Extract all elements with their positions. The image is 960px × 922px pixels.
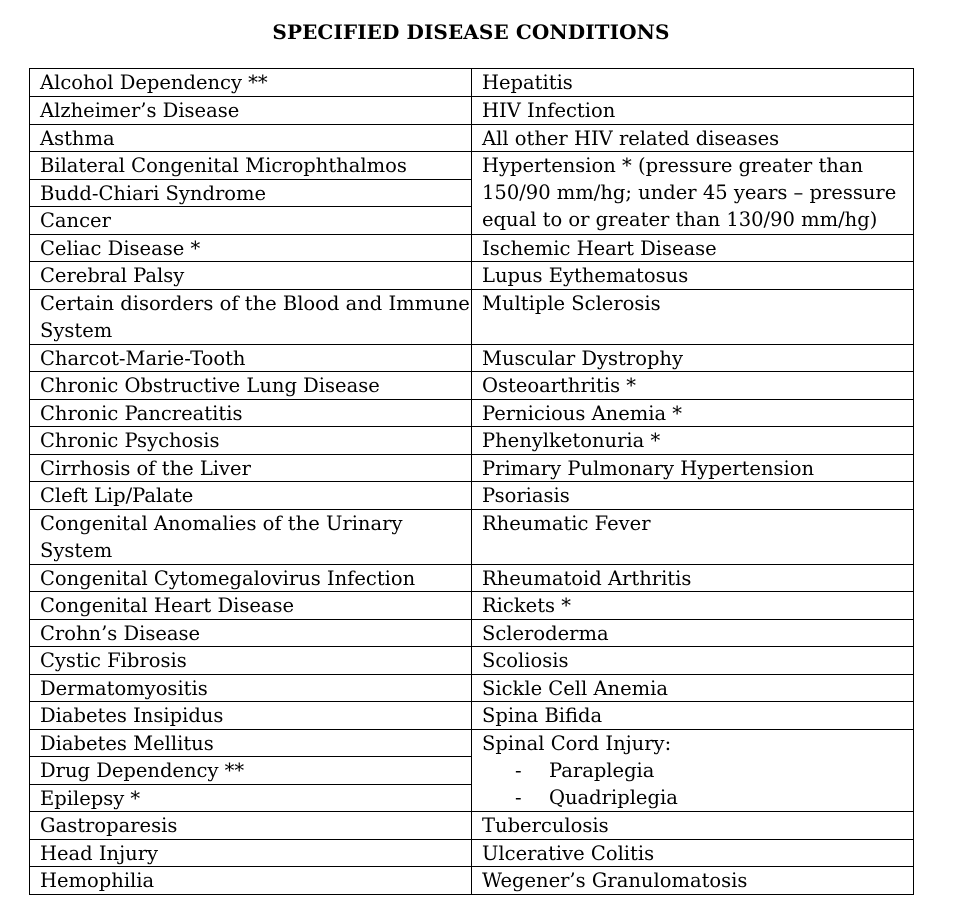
cell-text: Budd-Chiari Syndrome (40, 182, 267, 205)
cell-text: Scoliosis (482, 649, 569, 672)
table-cell (472, 811, 913, 839)
table-cell (30, 591, 471, 619)
cell-text: Hepatitis (482, 71, 573, 94)
table-cell (472, 426, 913, 454)
cell-text: Psoriasis (482, 484, 570, 507)
cell-text: Cleft Lip/Palate (40, 484, 194, 507)
cell-text: Cirrhosis of the Liver (40, 457, 251, 480)
sub-item-text: Paraplegia (549, 759, 655, 782)
sub-item-text: Quadriplegia (549, 786, 678, 809)
cell-text: Head Injury (40, 842, 159, 865)
table-cell (472, 481, 913, 509)
table-cell (472, 454, 913, 481)
table-cell (30, 701, 471, 729)
cell-text: Sickle Cell Anemia (482, 677, 668, 700)
table-cell (30, 619, 471, 646)
cell-text: HIV Infection (482, 99, 616, 122)
cell-text-continued: System (40, 539, 113, 562)
table-cell (30, 261, 471, 289)
table-cell (30, 646, 471, 674)
cell-text: Chronic Pancreatitis (40, 402, 243, 425)
cell-text: Congenital Cytomegalovirus Infection (40, 567, 416, 590)
table-cell (472, 234, 913, 261)
cell-text: Bilateral Congenital Microphthalmos (40, 154, 407, 177)
table-cell (30, 509, 471, 564)
table-cell (30, 124, 471, 151)
cell-text: Cancer (40, 209, 111, 232)
table-cell (30, 234, 471, 261)
table-cell (30, 756, 471, 784)
cell-text: Cystic Fibrosis (40, 649, 187, 672)
cell-text: Dermatomyositis (40, 677, 208, 700)
table-cell (30, 481, 471, 509)
cell-text: Crohn’s Disease (40, 622, 201, 645)
cell-text-continued: equal to or greater than 130/90 mm/hg) (482, 208, 878, 231)
sub-item (482, 784, 913, 811)
table-cell (472, 289, 913, 344)
table-cell (472, 591, 913, 619)
cell-text: Certain disorders of the Blood and Immune (40, 292, 470, 315)
cell-text: Primary Pulmonary Hypertension (482, 457, 815, 480)
cell-text: Phenylketonuria * (482, 429, 661, 452)
table-cell (472, 839, 913, 866)
left-column (29, 68, 472, 895)
table-cell (472, 399, 913, 426)
table-cell (472, 701, 913, 729)
table-cell (30, 564, 471, 591)
cell-text: Charcot-Marie-Tooth (40, 347, 246, 370)
table-cell (472, 674, 913, 701)
table-cell (30, 151, 471, 179)
cell-text: Chronic Psychosis (40, 429, 220, 452)
table-cell (30, 371, 471, 399)
cell-text: Multiple Sclerosis (482, 292, 661, 315)
cell-text: Chronic Obstructive Lung Disease (40, 374, 380, 397)
table-cell (472, 866, 913, 894)
table-cell (30, 784, 471, 811)
cell-text: Drug Dependency ** (40, 759, 245, 782)
table-cell (30, 96, 471, 124)
table-cell (30, 344, 471, 371)
cell-text: Diabetes Mellitus (40, 732, 214, 755)
cell-text: Rheumatoid Arthritis (482, 567, 692, 590)
cell-text: Pernicious Anemia * (482, 402, 683, 425)
list-dash: - (515, 759, 522, 782)
table-cell (472, 509, 913, 564)
cell-text: Congenital Heart Disease (40, 594, 295, 617)
table-cell (472, 69, 913, 96)
table-cell (30, 206, 471, 234)
table-cell (30, 866, 471, 894)
page-title: SPECIFIED DISEASE CONDITIONS (272, 20, 670, 44)
cell-text: Tuberculosis (482, 814, 609, 837)
list-dash: - (515, 786, 522, 809)
table-cell (30, 179, 471, 206)
table-cell (30, 729, 471, 756)
table-cell (30, 454, 471, 481)
table-cell (30, 674, 471, 701)
cell-text: Hypertension * (pressure greater than (482, 154, 864, 177)
cell-text: Osteoarthritis * (482, 374, 637, 397)
cell-text: Hemophilia (40, 869, 155, 892)
cell-text: Wegener’s Granulomatosis (482, 869, 748, 892)
cell-text: Alcohol Dependency ** (40, 71, 268, 94)
table-cell (30, 811, 471, 839)
cell-text: Scleroderma (482, 622, 609, 645)
table-cell (30, 69, 471, 96)
cell-text: Rickets * (482, 594, 571, 617)
cell-text: Muscular Dystrophy (482, 347, 684, 370)
cell-text: Spinal Cord Injury: (482, 732, 672, 755)
table-cell (472, 124, 913, 151)
cell-text-continued: System (40, 319, 113, 342)
table-cell (472, 729, 913, 811)
table-cell (472, 619, 913, 646)
table-cell (30, 399, 471, 426)
cell-text: Congenital Anomalies of the Urinary (40, 512, 403, 535)
cell-text: Asthma (40, 127, 115, 150)
table-cell (472, 151, 913, 234)
cell-text: Epilepsy * (40, 787, 141, 810)
table-cell (30, 839, 471, 866)
cell-text: Rheumatic Fever (482, 512, 651, 535)
cell-text: Cerebral Palsy (40, 264, 185, 287)
right-column (471, 68, 914, 895)
cell-text: All other HIV related diseases (482, 127, 780, 150)
cell-text: Ischemic Heart Disease (482, 237, 717, 260)
cell-text: Celiac Disease * (40, 237, 201, 260)
table-cell (472, 646, 913, 674)
cell-text-continued: 150/90 mm/hg; under 45 years – pressure (482, 181, 897, 204)
table-cell (472, 564, 913, 591)
sub-item (482, 757, 913, 784)
table-cell (30, 426, 471, 454)
table-cell (472, 344, 913, 371)
table-cell (472, 96, 913, 124)
table-cell (30, 289, 471, 344)
cell-text: Ulcerative Colitis (482, 842, 655, 865)
table-cell (472, 261, 913, 289)
cell-text: Gastroparesis (40, 814, 178, 837)
cell-text: Alzheimer’s Disease (40, 99, 240, 122)
cell-text: Spina Bifida (482, 704, 603, 727)
table-cell (472, 371, 913, 399)
cell-text: Diabetes Insipidus (40, 704, 224, 727)
cell-text: Lupus Eythematosus (482, 264, 689, 287)
